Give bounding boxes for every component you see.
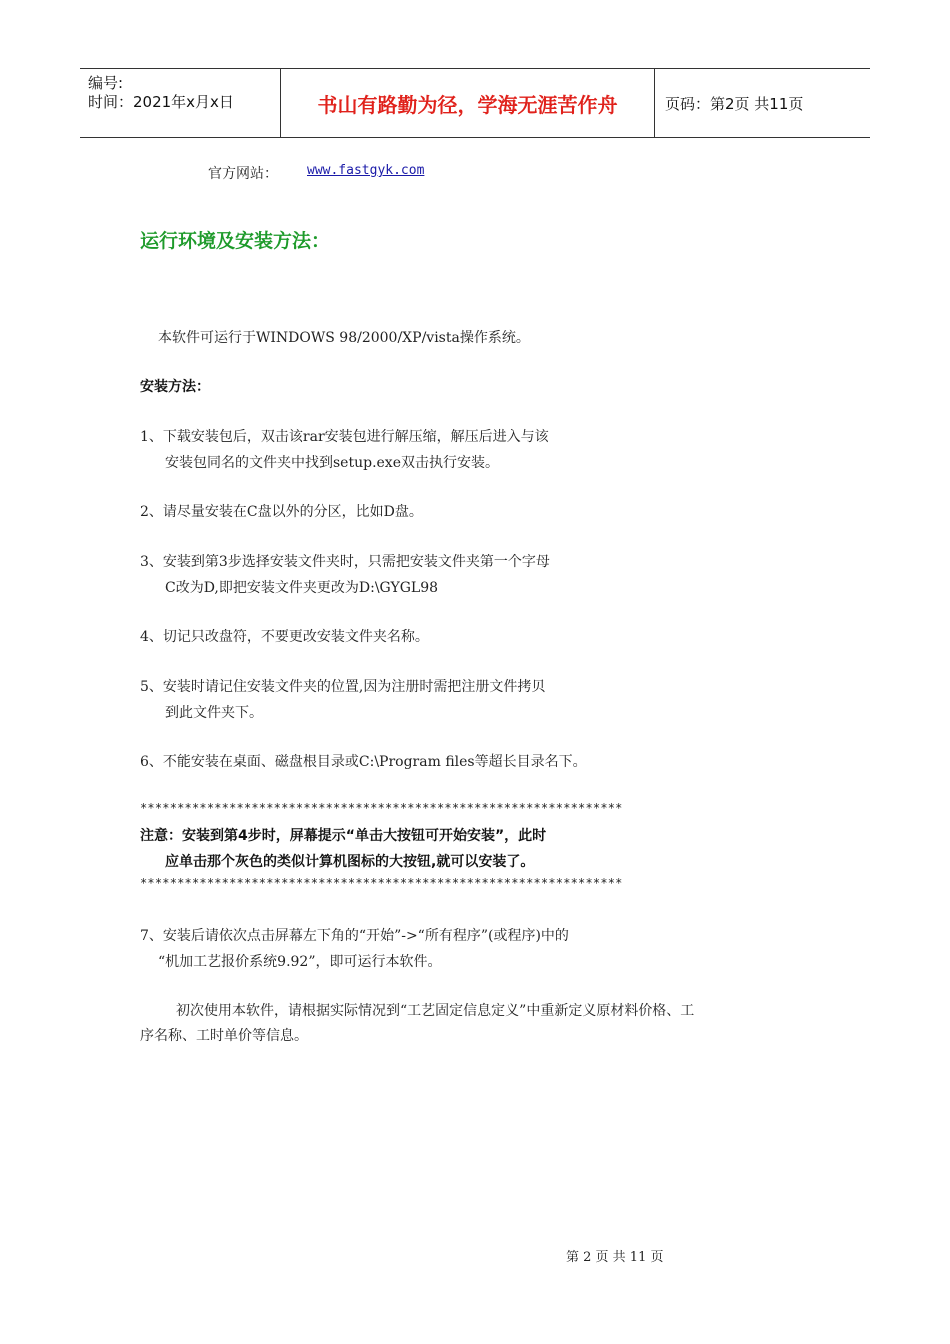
step-3-line-2: C改为D,即把安装文件夹更改为D:\GYGL98 — [165, 580, 439, 596]
step-1-line-2: 安装包同名的文件夹中找到setup.exe双击执行安装。 — [165, 455, 499, 471]
os-text: 本软件可运行于WINDOWS 98/2000/XP/vista操作系统。 — [158, 330, 530, 346]
step-3-line-1: 3、安装到第3步选择安装文件夹时，只需把安装文件夹第一个字母 — [140, 554, 550, 570]
notice-line-1: 注意：安装到第4步时，屏幕提示“单击大按钮可开始安装”，此时 — [140, 828, 547, 844]
section-title: 运行环境及安装方法： — [140, 230, 331, 252]
step-2: 2、请尽量安装在C盘以外的分区，比如D盘。 — [140, 504, 423, 520]
first-use-line-1: 初次使用本软件，请根据实际情况到“工艺固定信息定义”中重新定义原材料价格、工 — [176, 1003, 695, 1019]
star-divider-top: ***************************************************************** — [140, 801, 623, 815]
header-divider — [654, 69, 655, 137]
first-use-line-2: 序名称、工时单价等信息。 — [140, 1028, 308, 1044]
install-title: 安装方法： — [140, 379, 210, 395]
website-label: 官方网站： — [208, 166, 278, 182]
number-label: 编号: — [88, 74, 124, 92]
step-7-line-1: 7、安装后请依次点击屏幕左下角的“开始”->“所有程序”(或程序)中的 — [140, 928, 569, 944]
header-page-info: 页码：第2页 共11页 — [665, 94, 804, 113]
website-link[interactable]: www.fastgyk.com — [307, 163, 425, 178]
document-header — [80, 68, 870, 138]
page-footer: 第 2 页 共 11 页 — [566, 1250, 664, 1265]
header-meta — [80, 69, 280, 137]
step-6: 6、不能安装在桌面、磁盘根目录或C:\Program files等超长目录名下。 — [140, 754, 587, 770]
step-5-line-1: 5、安装时请记住安装文件夹的位置,因为注册时需把注册文件拷贝 — [140, 679, 546, 695]
step-7-line-2: “机加工艺报价系统9.92”，即可运行本软件。 — [158, 954, 442, 970]
time-label: 时间：2021年x月x日 — [88, 93, 234, 111]
header-motto: 书山有路勤为径，学海无涯苦作舟 — [317, 92, 618, 117]
step-4: 4、切记只改盘符，不要更改安装文件夹名称。 — [140, 629, 429, 645]
notice-line-2: 应单击那个灰色的类似计算机图标的大按钮,就可以安装了。 — [165, 854, 535, 870]
star-divider-bottom: ***************************************************************** — [140, 876, 623, 890]
step-1-line-1: 1、下载安装包后，双击该rar安装包进行解压缩，解压后进入与该 — [140, 429, 549, 445]
step-5-line-2: 到此文件夹下。 — [165, 705, 263, 721]
